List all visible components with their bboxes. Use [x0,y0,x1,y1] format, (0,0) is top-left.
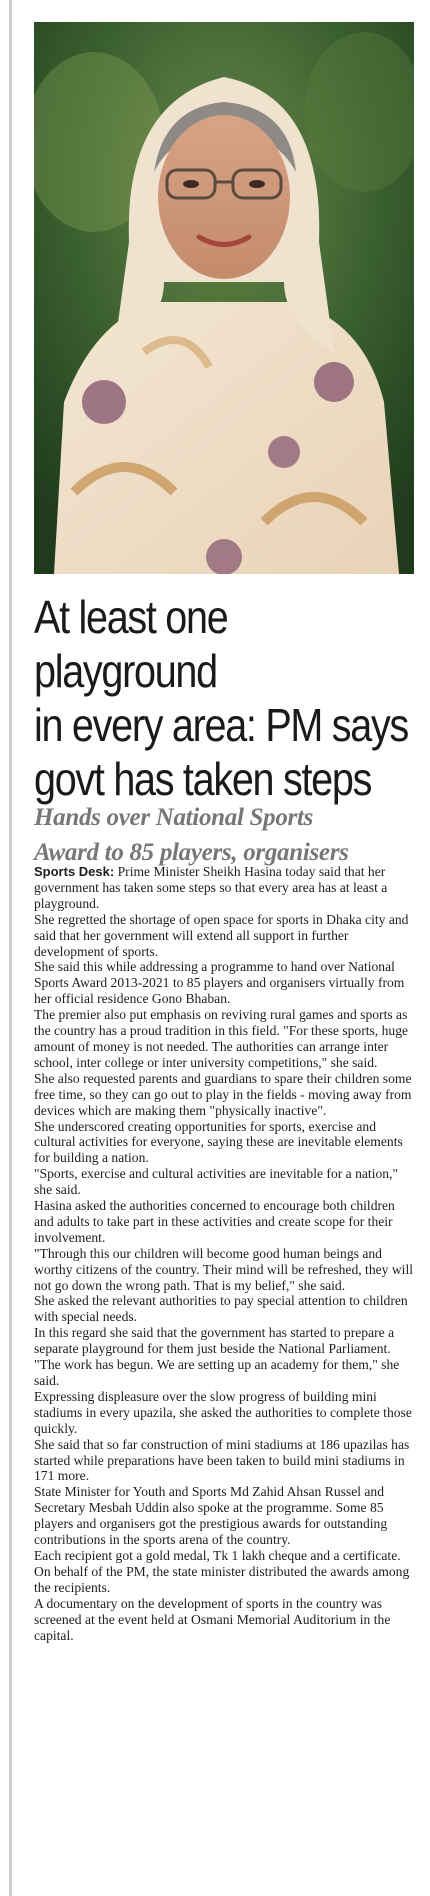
body-paragraph: Hasina asked the authorities concerned to encourage both children and adults to take part in these activities and create scope for their involvement. [34,1198,395,1245]
headline-line: At least one playground [34,591,228,697]
body-paragraph: A documentary on the development of sports in the country was screened at the event held at Osmani Memorial Auditorium in the capital. [34,1595,391,1643]
subheadline [34,800,424,870]
body-paragraph: She regretted the shortage of open space for sports in Dhaka city and said that her government will extend all support in further development of sports. [34,911,409,959]
article-body [34,864,416,1643]
portrait-photo [34,22,414,574]
headline-line: govt has taken steps [34,753,372,805]
lead-text: Prime Minister Sheikh Hasina today said that her government has taken some steps so that every area has at least a playground. [34,864,388,911]
body-paragraph: She underscored creating opportunities for sports, exercise and cultural activities for everyone, saying these are inevitable elements for building a nation. [34,1118,403,1166]
body-paragraph: She also requested parents and guardians to spare their children some free time, so they can go out to play in the fields - moving away from devices which are making them "physically inactive". [34,1070,412,1118]
lead-paragraph [34,864,416,912]
subhead-line: Hands over National Sports [34,804,314,831]
headline [34,590,412,806]
body-paragraph: "Sports, exercise and cultural activities are inevitable for a nation," she said. [34,1166,399,1198]
body-paragraph: In this regard she said that the government has started to prepare a separate playground for them just beside the National Parliament. [34,1325,395,1357]
body-paragraph: Each recipient got a gold medal, Tk 1 lakh cheque and a certificate. On behalf of the PM, the state minister distributed the awards among the recipients. [34,1547,410,1595]
dateline: Sports Desk: [34,864,115,879]
body-paragraph: "The work has begun. We are setting up an academy for them," she said. [34,1357,400,1388]
body-paragraph: The premier also put emphasis on reviving rural games and sports as the country has a proud tradition in this field. "For these sports, huge amount of money is not needed. The authorities can arrange inter school, inter college or inter university competitions," she said. [34,1007,409,1070]
body-paragraph: "Through this our children will become good human beings and worthy citizens of the country. Their mind will be refreshed, they will not go down the wrong path. That is my belief," she said. [34,1245,414,1293]
body-paragraph: State Minister for Youth and Sports Md Zahid Ahsan Russel and Secretary Mesbah Uddin also spoke at the programme. Some 85 players and organisers got the prestigious awards for outstanding contributions in the sports arena of the country. [34,1484,388,1548]
subhead-line: Award to 85 players, organisers [34,839,349,866]
body-paragraph: Expressing displeasure over the slow progress of building mini stadiums in every upazila, she asked the authorities to complete those quickly. [34,1388,412,1436]
body-paragraph: She asked the relevant authorities to pay special attention to children with special needs. [34,1293,408,1325]
body-paragraph: She said this while addressing a programme to hand over National Sports Award 2013-2021 to 85 players and organisers virtually from her official residence Gono Bhaban. [34,959,405,1007]
body-paragraph: She said that so far construction of mini stadiums at 186 upazilas has started while preparations have been taken to build mini stadiums in 171 more. [34,1436,410,1484]
margin-rule [9,0,12,1896]
headline-line: in every area: PM says [34,699,408,751]
